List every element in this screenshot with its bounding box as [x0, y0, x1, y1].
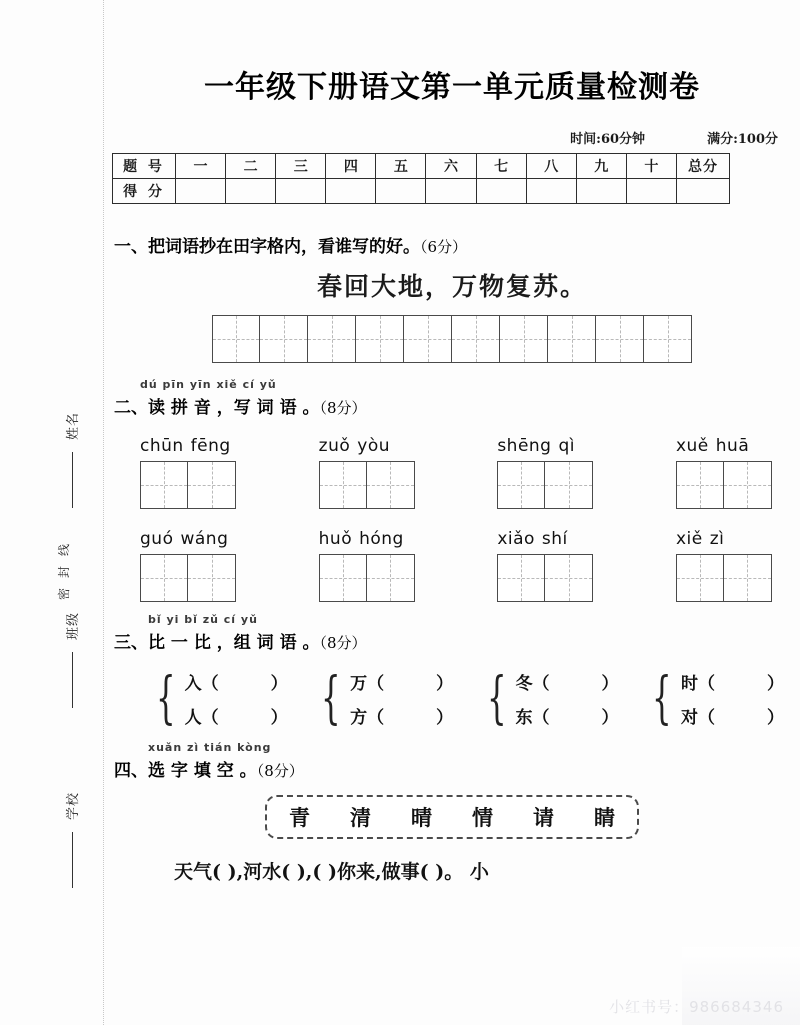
section-three-pinyin: bǐ yi bǐ zǔ cí yǔ — [148, 613, 258, 626]
tianzige-cell[interactable] — [676, 554, 724, 602]
tianzige-cell[interactable] — [367, 461, 415, 509]
answer-grid[interactable] — [497, 554, 593, 602]
margin-rule-school — [72, 832, 73, 888]
brace-icon: { — [652, 665, 672, 731]
tianzige-cell[interactable] — [260, 315, 308, 363]
word-pair-dong-dong — [479, 665, 619, 731]
section-four-heading — [114, 741, 790, 781]
score-cell-2[interactable] — [226, 179, 276, 204]
col-header-2: 二 — [226, 154, 276, 179]
copy-sentence: 春回大地，万物复苏。 — [316, 272, 587, 301]
answer-grid[interactable] — [676, 461, 772, 509]
score-cell-9[interactable] — [576, 179, 626, 204]
tianzige-cell[interactable] — [452, 315, 500, 363]
tianzige-cell[interactable] — [140, 554, 188, 602]
word-bank-char[interactable]: 睛 — [594, 805, 615, 830]
word-pair-grid — [114, 653, 790, 731]
margin-rule-name — [72, 452, 73, 508]
pinyin-item-xiaoshi — [497, 529, 593, 602]
writing-grid-section-one[interactable] — [114, 315, 790, 363]
section-two-heading — [114, 378, 790, 418]
pair-line-top[interactable]: 入（ ） — [184, 674, 288, 694]
section-four-title: 选 字 填 空 。 — [148, 761, 257, 781]
tianzige-cell[interactable] — [676, 461, 724, 509]
pinyin-item-zuoyou — [319, 436, 415, 509]
section-one-heading — [114, 232, 790, 257]
section-one-points: （6分） — [420, 238, 468, 256]
tianzige-cell[interactable] — [497, 461, 545, 509]
margin-label-seal: 密封线 — [57, 533, 71, 600]
pinyin-label: guó wáng — [140, 529, 229, 549]
word-bank-char[interactable]: 青 — [289, 805, 310, 830]
section-two-pinyin: dú pīn yīn xiě cí yǔ — [140, 378, 277, 391]
tianzige-cell[interactable] — [404, 315, 452, 363]
col-header-6: 六 — [426, 154, 476, 179]
pinyin-item-shengqi — [497, 436, 593, 509]
pinyin-item-xiezi — [676, 529, 772, 602]
col-header-10: 十 — [626, 154, 676, 179]
score-cell-1[interactable] — [176, 179, 226, 204]
answer-grid[interactable] — [676, 554, 772, 602]
score-cell-4[interactable] — [326, 179, 376, 204]
table-row-question-numbers — [113, 154, 730, 179]
tianzige-cell[interactable] — [308, 315, 356, 363]
col-header-9: 九 — [576, 154, 626, 179]
score-cell-total[interactable] — [677, 179, 730, 204]
score-table-wrapper — [104, 153, 800, 204]
section-three-heading — [114, 613, 790, 653]
margin-label-school: 学校 — [66, 791, 81, 820]
word-bank — [265, 795, 639, 839]
col-header-3: 三 — [276, 154, 326, 179]
section-four-pinyin: xuǎn zì tián kòng — [148, 741, 272, 754]
col-header-1: 一 — [176, 154, 226, 179]
pair-line-bottom[interactable]: 方（ ） — [350, 708, 454, 728]
tianzige-cell[interactable] — [319, 461, 367, 509]
word-pair-wan-fang — [313, 665, 454, 731]
table-row-scores — [113, 179, 730, 204]
answer-grid[interactable] — [140, 461, 236, 509]
score-cell-7[interactable] — [476, 179, 526, 204]
pinyin-label: xiǎo shí — [497, 529, 568, 549]
row-label-question: 题 号 — [113, 154, 176, 179]
word-bank-char[interactable]: 晴 — [411, 805, 432, 830]
brace-icon: { — [321, 665, 342, 731]
answer-grid[interactable] — [497, 461, 593, 509]
section-two-title: 读 拼 音 ，写 词 语 。 — [148, 398, 320, 418]
pinyin-row-1 — [114, 418, 790, 509]
brace-icon: { — [156, 665, 176, 731]
score-cell-10[interactable] — [626, 179, 676, 204]
section-three — [104, 602, 800, 731]
tianzige-cell[interactable] — [548, 315, 596, 363]
col-header-4: 四 — [326, 154, 376, 179]
pinyin-label: huǒ hóng — [318, 529, 404, 549]
tianzige-cell[interactable] — [724, 461, 772, 509]
pinyin-label: chūn fēng — [140, 436, 231, 456]
word-bank-char[interactable]: 情 — [472, 805, 493, 830]
tianzige-cell[interactable] — [188, 461, 236, 509]
pinyin-item-huohong — [319, 529, 415, 602]
col-header-7: 七 — [476, 154, 526, 179]
col-header-5: 五 — [376, 154, 426, 179]
section-one-title: 把词语抄在田字格内，看谁写的好。 — [148, 237, 420, 257]
word-bank-char[interactable]: 清 — [350, 805, 371, 830]
pair-line-top[interactable]: 万（ ） — [350, 674, 454, 694]
pair-line-top[interactable]: 时（ ） — [681, 674, 784, 694]
tianzige-cell[interactable] — [356, 315, 404, 363]
score-cell-3[interactable] — [276, 179, 326, 204]
paper-body — [104, 0, 800, 1025]
word-pair-ru-ren — [148, 665, 288, 731]
margin-label-class: 班级 — [66, 611, 81, 640]
tianzige-cell[interactable] — [644, 315, 692, 363]
score-cell-8[interactable] — [526, 179, 576, 204]
answer-grid[interactable] — [319, 554, 415, 602]
word-pair-shi-dui — [644, 665, 784, 731]
score-table — [112, 153, 730, 204]
row-label-score: 得 分 — [113, 179, 176, 204]
tianzige-strip[interactable] — [212, 315, 692, 363]
word-bank-char[interactable]: 请 — [533, 805, 554, 830]
answer-grid[interactable] — [140, 554, 236, 602]
section-two-points: （8分） — [319, 399, 367, 417]
score-cell-6[interactable] — [426, 179, 476, 204]
section-three-number: 三、 — [114, 633, 148, 653]
section-one — [104, 204, 800, 363]
section-two-number: 二、 — [114, 398, 148, 418]
pair-line-bottom[interactable]: 人（ ） — [184, 708, 288, 728]
section-one-number: 一、 — [114, 237, 148, 257]
pinyin-row-2 — [114, 509, 790, 602]
margin-label-name: 姓名 — [66, 411, 81, 440]
tianzige-cell[interactable] — [319, 554, 367, 602]
tianzige-cell[interactable] — [497, 554, 545, 602]
word-bank-wrapper — [114, 781, 790, 839]
pinyin-label: xiě zì — [675, 529, 725, 549]
section-three-title: 比 一 比 ，组 词 语 。 — [148, 633, 320, 653]
exam-full-score: 满分:100分 — [707, 132, 778, 147]
col-header-8: 八 — [526, 154, 576, 179]
pinyin-item-xuehua — [676, 436, 772, 509]
brace-icon: { — [486, 665, 507, 731]
page-title: 一年级下册语文第一单元质量检测卷 — [204, 70, 700, 105]
sealed-line-margin — [0, 0, 104, 1025]
col-header-total: 总分 — [677, 154, 730, 179]
exam-meta — [104, 106, 800, 153]
section-four-points: （8分） — [256, 762, 304, 780]
watermark-text: 小红书号：986684346 — [609, 998, 784, 1016]
tianzige-cell[interactable] — [545, 554, 593, 602]
tianzige-cell[interactable] — [500, 315, 548, 363]
tianzige-cell[interactable] — [596, 315, 644, 363]
tianzige-cell[interactable] — [724, 554, 772, 602]
tianzige-cell[interactable] — [367, 554, 415, 602]
section-three-points: （8分） — [319, 634, 367, 652]
pinyin-item-chunfeng — [140, 436, 236, 509]
exam-time: 时间:60分钟 — [570, 132, 646, 147]
pinyin-item-guowang — [140, 529, 236, 602]
section-two — [104, 363, 800, 602]
tianzige-cell[interactable] — [545, 461, 593, 509]
tianzige-cell[interactable] — [140, 461, 188, 509]
pinyin-label: xuě huā — [675, 436, 750, 456]
tianzige-cell[interactable] — [212, 315, 260, 363]
score-cell-5[interactable] — [376, 179, 426, 204]
section-four-number: 四、 — [114, 761, 148, 781]
pair-line-bottom[interactable]: 对（ ） — [681, 708, 784, 728]
answer-grid[interactable] — [319, 461, 415, 509]
pinyin-label: shēng qì — [497, 436, 575, 456]
tianzige-cell[interactable] — [188, 554, 236, 602]
pair-line-bottom[interactable]: 东（ ） — [515, 708, 619, 728]
fill-in-blank-sentence[interactable]: 天气( ),河水( ),( )你来,做事( )。 小 — [174, 861, 489, 883]
pinyin-label: zuǒ yòu — [318, 436, 391, 456]
section-four — [104, 728, 800, 884]
margin-rule-class — [72, 652, 73, 708]
pair-line-top[interactable]: 冬（ ） — [515, 674, 619, 694]
